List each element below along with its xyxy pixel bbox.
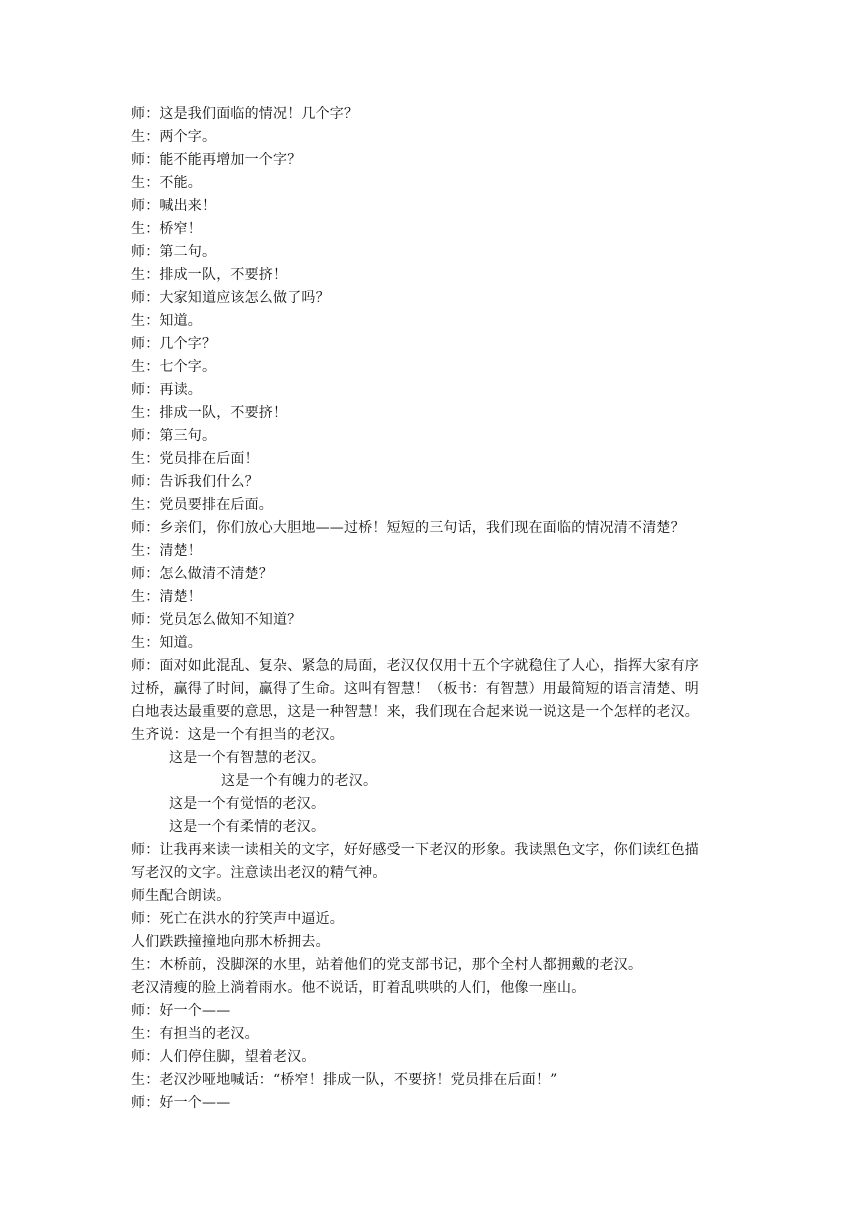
dialogue-line: 师：人们停住脚，望着老汉。	[131, 1049, 316, 1065]
dialogue-line: 生：木桥前，没脚深的水里，站着他们的党支部书记，那个全村人都拥戴的老汉。	[131, 957, 643, 973]
dialogue-line: 写老汉的文字。注意读出老汉的精气神。	[131, 865, 387, 881]
dialogue-line: 生：清楚！	[131, 543, 202, 559]
dialogue-line: 师：面对如此混乱、复杂、紧急的局面，老汉仅仅用十五个字就稳住了人心，指挥大家有序	[131, 658, 699, 674]
dialogue-line: 过桥，赢得了时间，赢得了生命。这叫有智慧！（板书：有智慧）用最简短的语言清楚、明	[131, 681, 699, 697]
dialogue-line: 生：排成一队，不要挤！	[131, 405, 288, 421]
dialogue-line: 师：死亡在洪水的狞笑声中逼近。	[131, 911, 344, 927]
dialogue-line: 师：大家知道应该怎么做了吗？	[131, 290, 330, 306]
dialogue-line: 师：能不能再增加一个字？	[131, 152, 302, 168]
dialogue-line: 生：知道。	[131, 635, 202, 651]
dialogue-line: 生：党员要排在后面。	[131, 497, 273, 513]
dialogue-line: 师：第二句。	[131, 244, 217, 260]
dialogue-line: 师：好一个——	[131, 1003, 231, 1019]
dialogue-line: 师：告诉我们什么？	[131, 474, 259, 490]
dialogue-line: 师：党员怎么做知不知道？	[131, 612, 302, 628]
dialogue-line: 生：有担当的老汉。	[131, 1026, 259, 1042]
dialogue-line: 师：乡亲们，你们放心大胆地——过桥！短短的三句话，我们现在面临的情况清不清楚？	[131, 520, 685, 536]
dialogue-line: 师生配合朗读。	[131, 888, 231, 904]
dialogue-line: 这是一个有柔情的老汉。	[169, 819, 326, 835]
dialogue-line: 师：怎么做清不清楚？	[131, 566, 273, 582]
dialogue-line: 生：桥窄！	[131, 221, 202, 237]
dialogue-line: 老汉清瘦的脸上淌着雨水。他不说话，盯着乱哄哄的人们，他像一座山。	[131, 980, 586, 996]
dialogue-line: 生：排成一队，不要挤！	[131, 267, 288, 283]
dialogue-line: 生齐说：这是一个有担当的老汉。	[131, 727, 344, 743]
dialogue-line: 师：几个字？	[131, 336, 217, 352]
dialogue-line: 师：第三句。	[131, 428, 217, 444]
dialogue-line: 这是一个有魄力的老汉。	[221, 773, 378, 789]
dialogue-line: 生：知道。	[131, 313, 202, 329]
dialogue-line: 人们跌跌撞撞地向那木桥拥去。	[131, 934, 330, 950]
dialogue-line: 师：让我再来读一读相关的文字，好好感受一下老汉的形象。我读黑色文字，你们读红色描	[131, 842, 699, 858]
document-body	[131, 103, 731, 1115]
dialogue-line: 生：党员排在后面！	[131, 451, 259, 467]
dialogue-line: 这是一个有觉悟的老汉。	[169, 796, 326, 812]
dialogue-line: 师：喊出来！	[131, 198, 217, 214]
dialogue-line: 师：这是我们面临的情况！几个字？	[131, 106, 359, 122]
dialogue-line: 生：七个字。	[131, 359, 217, 375]
dialogue-line: 师：好一个——	[131, 1095, 231, 1111]
dialogue-line: 生：清楚！	[131, 589, 202, 605]
dialogue-line: 生：老汉沙哑地喊话：“桥窄！排成一队，不要挤！党员排在后面！”	[131, 1072, 558, 1088]
dialogue-line: 生：两个字。	[131, 129, 217, 145]
dialogue-line: 白地表达最重要的意思，这是一种智慧！来，我们现在合起来说一说这是一个怎样的老汉。	[131, 704, 699, 720]
dialogue-line: 这是一个有智慧的老汉。	[169, 750, 326, 766]
dialogue-line: 师：再读。	[131, 382, 202, 398]
dialogue-line: 生：不能。	[131, 175, 202, 191]
